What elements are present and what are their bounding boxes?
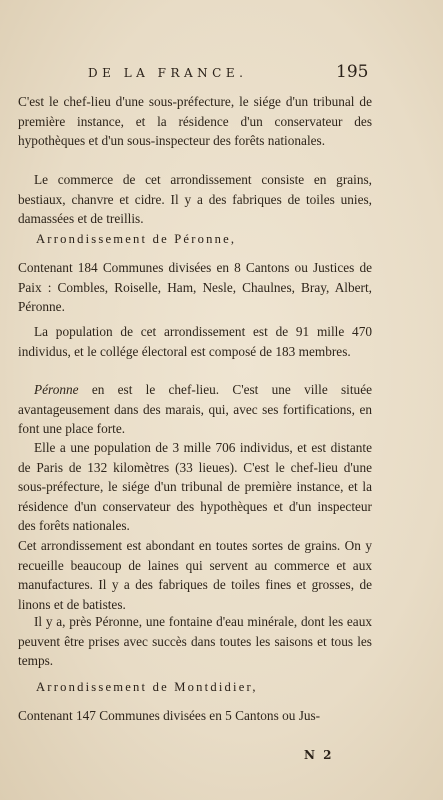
paragraph: Il y a, près Péronne, une fontaine d'eau minérale, dont les eaux peuvent être prises avec succès dans toutes les saisons et tous les temps. — [18, 614, 372, 668]
paragraph: Contenant 147 Communes divisées en 5 Cantons ou Jus- — [18, 708, 321, 723]
paragraph: Elle a une population de 3 mille 706 individus, et est distante de Paris de 132 kilomètres (33 lieues). C'est le chef-lieu d'une sous-préfecture, le siége d'un tribunal de première instance, et la résidence d'un conservateur des hypothèques et d'un inspecteur des forêts nationales. — [18, 440, 372, 533]
paragraph: La population de cet arrondissement est de 91 mille 470 individus, et le collége électoral est composé de 183 membres. — [18, 324, 372, 359]
section-heading: Arrondissement de Péronne, — [36, 232, 237, 246]
paragraph: C'est le chef-lieu d'une sous-préfecture, le siége d'un tribunal de première instance, et la résidence d'un conservateur des hypothèques et d'un sous-inspecteur des forêts nationales. — [18, 94, 372, 148]
paragraph: Contenant 184 Communes divisées en 8 Cantons ou Justices de Paix : Combles, Roiselle, Ham, Nesle, Chaulnes, Bray, Albert, Péronne. — [18, 260, 372, 314]
paragraph: Le commerce de cet arrondissement consiste en grains, bestiaux, chanvre et cidre. Il y a des fabriques de toiles unies, damassées et de treillis. — [18, 172, 372, 226]
paragraph: Cet arrondissement est abondant en toutes sortes de grains. On y recueille beaucoup de laines qui servent au commerce et aux manufactures. Il y a des fabriques de toiles fines et grosses, de linons et de batistes. — [18, 538, 372, 612]
place-name: Péronne — [34, 382, 79, 397]
paragraph-text: en est le chef-lieu. C'est une ville située avantageusement dans des marais, qui, avec ses fortifications, en font une place forte. — [18, 382, 372, 436]
running-title: DE LA FRANCE. — [88, 66, 248, 80]
printer-signature: N 2 — [304, 748, 334, 762]
page-number: 195 — [336, 62, 369, 82]
paragraph — [18, 380, 372, 439]
section-heading: Arrondissement de Montdidier, — [36, 680, 258, 694]
